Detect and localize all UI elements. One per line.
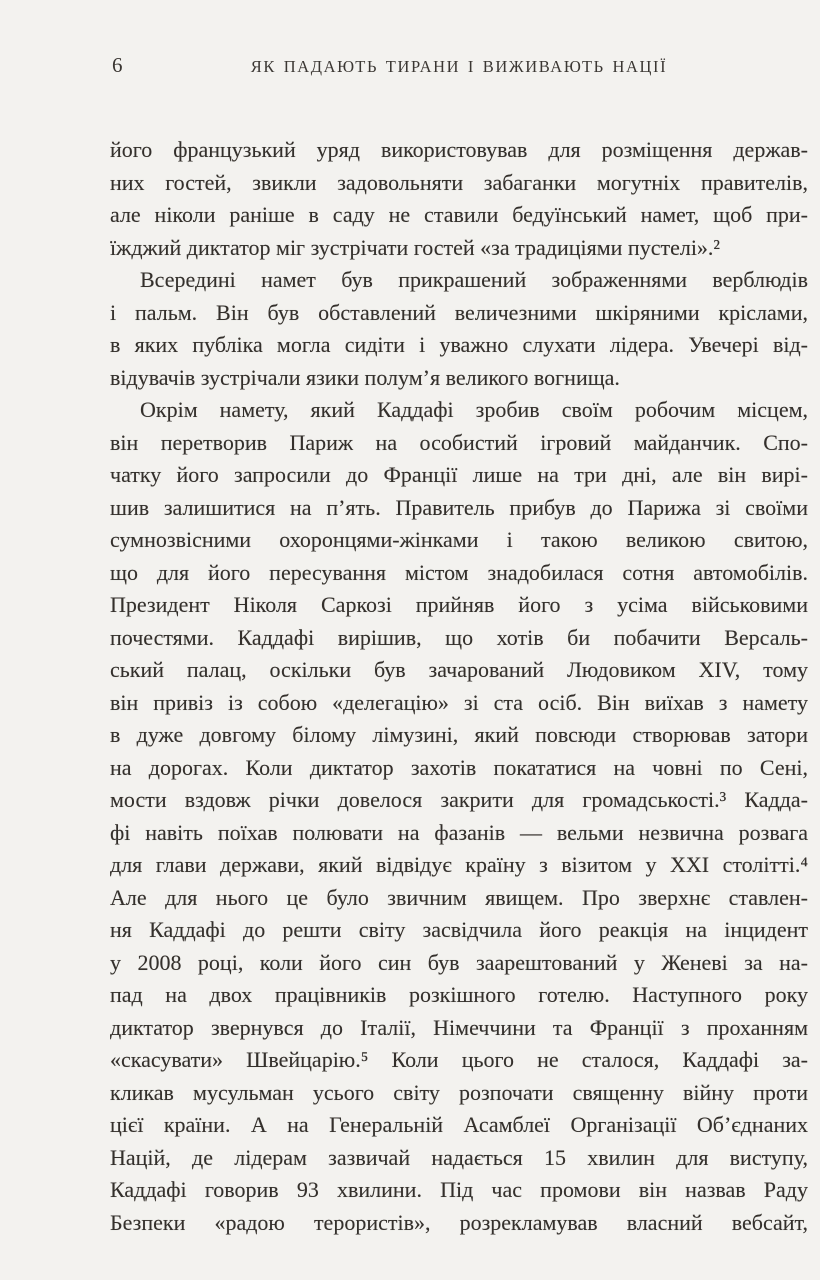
text-line: пад на двох працівників розкішного готелю. Наступного року	[110, 982, 808, 1007]
text-line: диктатор звернувся до Італії, Німеччини та Франції з проханням	[110, 1014, 808, 1040]
text-line: в яких публіка могла сидіти і уважно слухати лідера. Увечері від-	[110, 332, 808, 357]
text-line: він привіз із собою «делегацію» зі ста осіб. Він виїхав з намету	[110, 689, 808, 715]
text-line: чатку його запросили до Франції лише на три дні, але він вирі-	[110, 462, 808, 487]
page-number: 6	[112, 53, 123, 77]
text-line: Всередині намет був прикрашений зображеннями верблюдів	[140, 267, 808, 292]
text-line: цієї країни. А на Генеральній Асамблеї Організації Об’єднаних	[110, 1112, 808, 1137]
text-line: він перетворив Париж на особистий ігровий майданчик. Спо-	[110, 429, 808, 455]
text-line: Президент Ніколя Саркозі прийняв його з усіма військовими	[110, 592, 808, 617]
text-line: Каддафі говорив 93 хвилини. Під час промови він назвав Раду	[110, 1177, 808, 1202]
text-line: шив залишитися на п’ять. Правитель прибув до Парижа зі своїми	[110, 494, 808, 520]
text-line: Окрім намету, який Каддафі зробив своїм робочим місцем,	[140, 397, 808, 422]
text-line: їжджий диктатор міг зустрічати гостей «за традиціями пустелі».²	[110, 234, 721, 260]
text-line: ський палац, оскільки був зачарований Людовиком XIV, тому	[110, 657, 808, 682]
text-line: почестями. Каддафі вирішив, що хотів би побачити Версаль-	[110, 624, 808, 650]
text-line: і пальм. Він був обставлений величезними шкіряними кріслами,	[110, 299, 808, 325]
text-line: Але для нього це було звичним явищем. Про зверхнє ставлен-	[110, 884, 808, 910]
text-line: Безпеки «радою терористів», розрекламував власний вебсайт,	[110, 1209, 808, 1235]
text-line: кликав мусульман усього світу розпочати священну війну проти	[110, 1079, 808, 1105]
text-line: «скасувати» Швейцарію.⁵ Коли цього не сталося, Каддафі за-	[110, 1047, 808, 1072]
text-line: що для його пересування містом знадобилася сотня автомобілів.	[110, 559, 808, 585]
text-line: у 2008 році, коли його син був заарештований у Женеві за на-	[110, 949, 808, 975]
text-line: відувачів зустрічали язики полум’я великого вогнища.	[110, 364, 620, 390]
text-line: на дорогах. Коли диктатор захотів покататися на човні по Сені,	[110, 754, 808, 780]
text-line: але ніколи раніше в саду не ставили бедуїнський намет, щоб при-	[110, 202, 808, 227]
page-body	[110, 134, 808, 1239]
text-line: в дуже довгому білому лімузині, який повсюди створював затори	[110, 722, 808, 747]
text-line: для глави держави, який відвідує країну з візитом у XXI столітті.⁴	[110, 852, 808, 877]
text-line: його французький уряд використовував для розміщення держав-	[110, 137, 808, 162]
text-line: ня Каддафі до решти світу засвідчила його реакція на інцидент	[110, 917, 808, 942]
text-column	[110, 0, 808, 1280]
text-line: сумнозвісними охоронцями-жінками і такою великою свитою,	[110, 527, 808, 552]
running-title: ЯК ПАДАЮТЬ ТИРАНИ І ВИЖИВАЮТЬ НАЦІЇ	[250, 57, 668, 76]
text-line: них гостей, звикли задовольняти забаганки могутніх правителів,	[110, 169, 808, 195]
text-line: фі навіть поїхав полювати на фазанів — вельми незвична розвага	[110, 819, 808, 845]
text-line: мости вздовж річки довелося закрити для громадськості.³ Кадда-	[110, 787, 808, 812]
page-header	[110, 0, 808, 80]
text-line: Націй, де лідерам зазвичай надається 15 хвилин для виступу,	[110, 1144, 808, 1170]
